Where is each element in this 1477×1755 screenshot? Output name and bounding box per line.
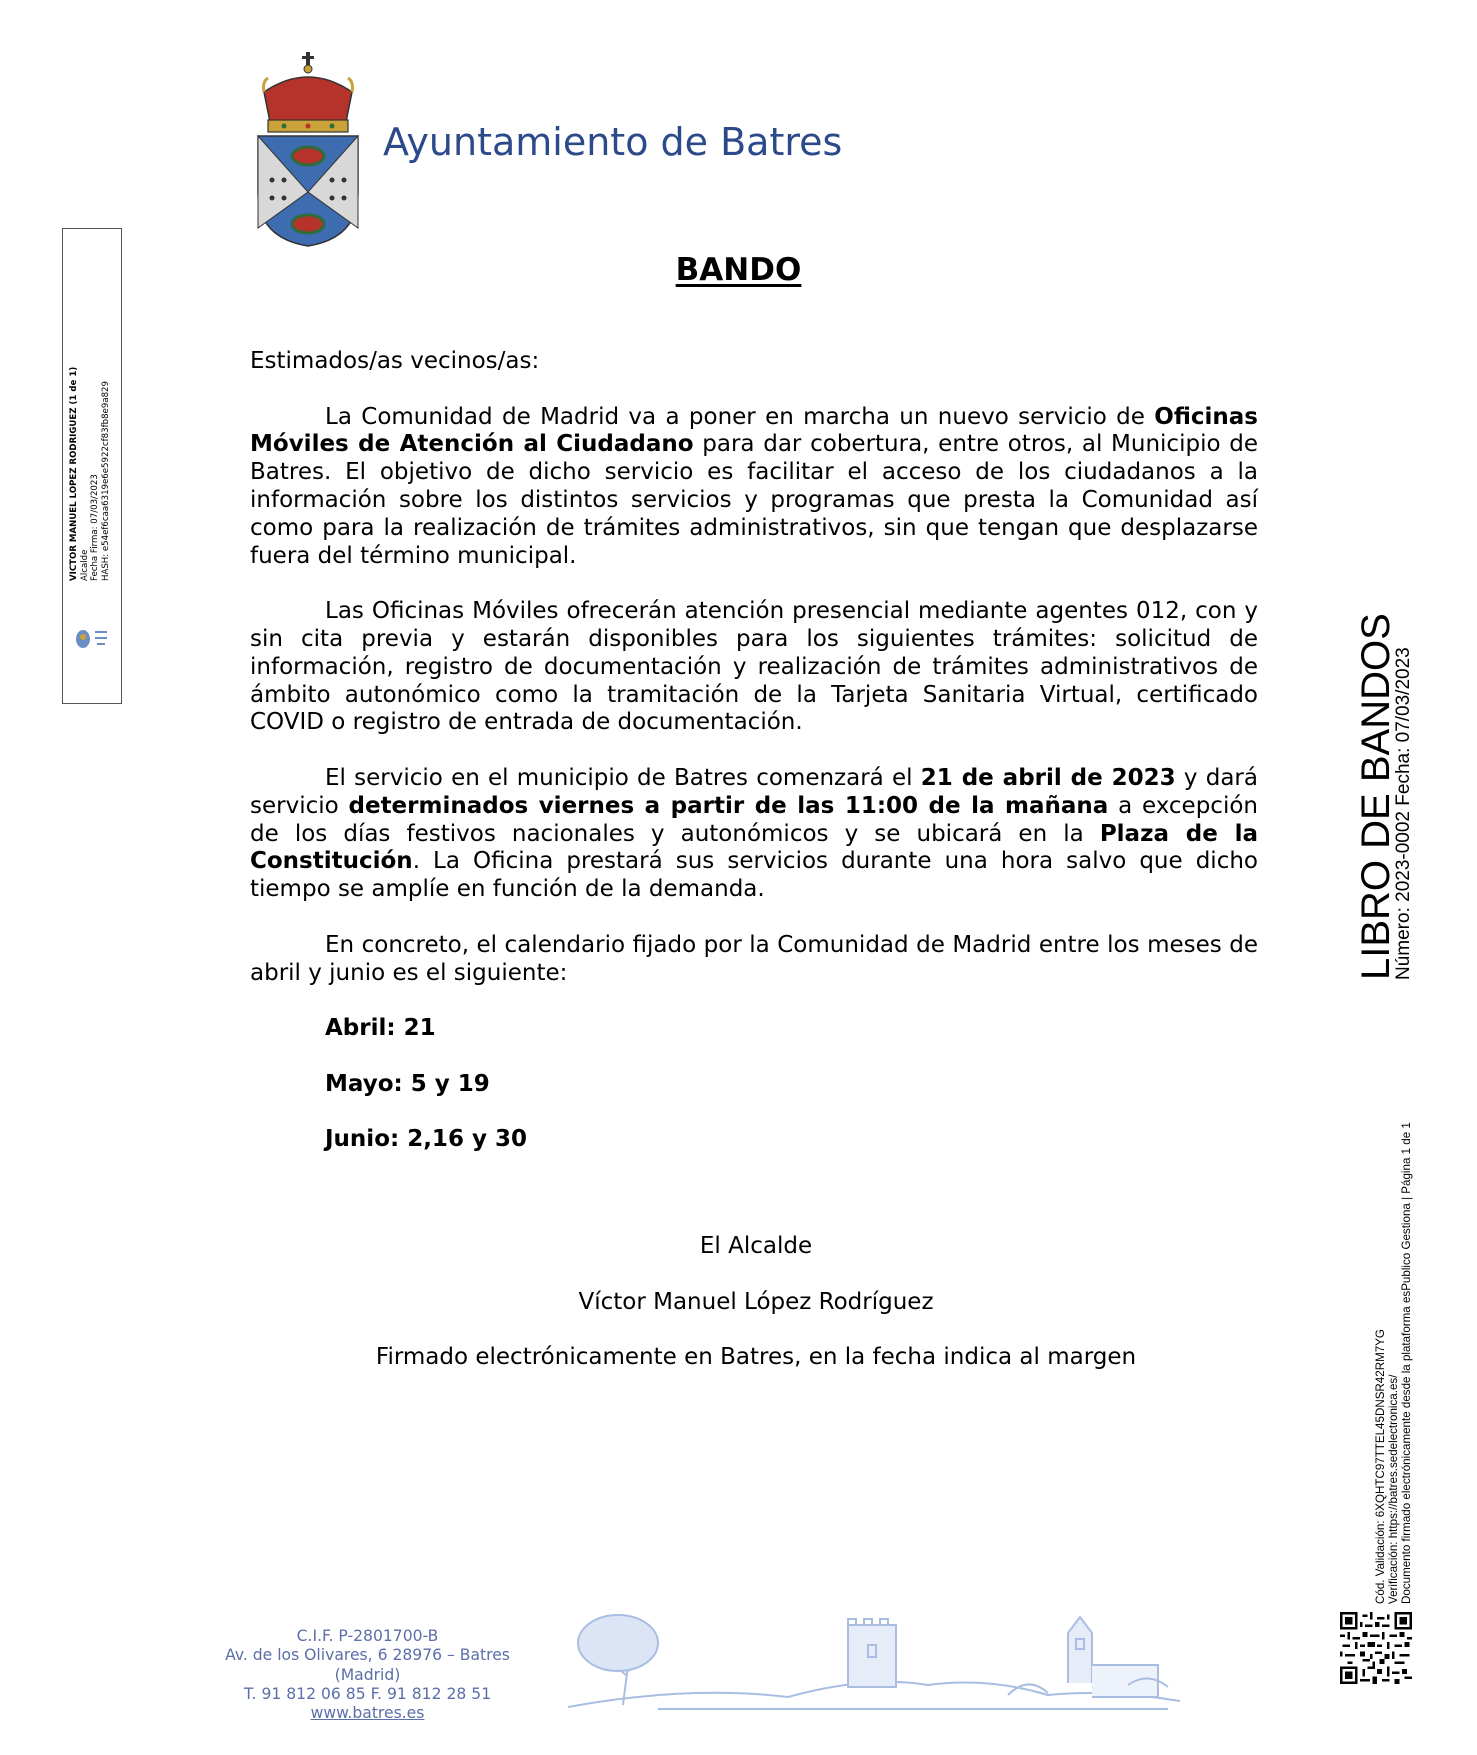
paragraph-2: Las Oficinas Móviles ofrecerán atención presencial mediante agentes 012, con y sin cita previa y estarán disponibles para los siguientes trámites: solicitud de información, registro de documentación y realización de trámites administrativos de ámbito autonómico como la tramitación de la Tarjeta Sanitaria Virtual, certificado COVID o registro de entrada de documentación.: [250, 598, 1258, 736]
schedule-june: Junio: 2,16 y 30: [325, 1126, 527, 1153]
register-book-label: LIBRO DE BANDOS: [1354, 613, 1398, 980]
stamp-text: VICTOR MANUEL LOPEZ RODRIGUEZ (1 de 1) Alcalde Fecha Firma: 07/03/2023 HASH: e54ef6caa6319e6e5922cf83fb8e9a829: [69, 366, 111, 581]
document-body: [250, 348, 1258, 1154]
schedule-may: Mayo: 5 y 19: [325, 1070, 490, 1097]
footer-landscape-illustration: [568, 1605, 1180, 1713]
footer-address: Av. de los Olivares, 6 28976 – Batres (Madrid): [225, 1646, 510, 1684]
footer-phone: T. 91 812 06 85 F. 91 812 28 51: [243, 1684, 492, 1703]
footer-cif: C.I.F. P-2801700-B: [296, 1627, 439, 1645]
schedule-april: Abril: 21: [325, 1015, 436, 1042]
signature-role: El Alcalde: [699, 1233, 813, 1259]
stamp-seal-icon: [71, 625, 111, 675]
signature-stamp: [62, 228, 122, 704]
signature-note: Firmado electrónicamente en Batres, en la fecha indica al margen: [375, 1344, 1137, 1370]
validation-info: Cód. Validación: 6XQHTC97TTEL45DNSR42RM7YG Verificación: https://batres.sedelectronica.es/ Documento firmado electrónicamente desde la plataforma esPublico Gestiona | Página 1 de 1: [1374, 1122, 1413, 1604]
paragraph-4: En concreto, el calendario fijado por la Comunidad de Madrid entre los meses de abril y junio es el siguiente:: [250, 931, 1258, 986]
document-title: BANDO: [675, 252, 802, 288]
qr-code-icon: [1340, 1612, 1412, 1684]
register-number-date: Número: 2023-0002 Fecha: 07/03/2023: [1393, 647, 1414, 980]
coat-of-arms-logo: [254, 52, 362, 248]
greeting: Estimados/as vecinos/as:: [250, 348, 540, 374]
paragraph-1: La Comunidad de Madrid va a poner en marcha un nuevo servicio de Oficinas Móviles de Atención al Ciudadano para dar cobertura, entre otros, al Municipio de Batres. El objetivo de dicho servicio es facilitar el acceso de los ciudadanos a la información sobre los distintos servicios y programas que presta la Comunidad así como para la realización de trámites administrativos, sin que tengan que desplazarse fuera del término municipal.: [250, 403, 1258, 569]
paragraph-3: El servicio en el municipio de Batres comenzará el 21 de abril de 2023 y dará servicio determinados viernes a partir de las 11:00 de la mañana a excepción de los días festivos nacionales y autonómicos y se ubicará en la Plaza de la Constitución. La Oficina prestará sus servicios durante una hora salvo que dicho tiempo se amplíe en función de la demanda.: [250, 764, 1258, 903]
footer-contact: [190, 1627, 545, 1723]
organization-name: Ayuntamiento de Batres: [383, 120, 843, 164]
signature-name: Víctor Manuel López Rodríguez: [578, 1289, 934, 1315]
footer-website-link[interactable]: www.batres.es: [310, 1704, 425, 1723]
